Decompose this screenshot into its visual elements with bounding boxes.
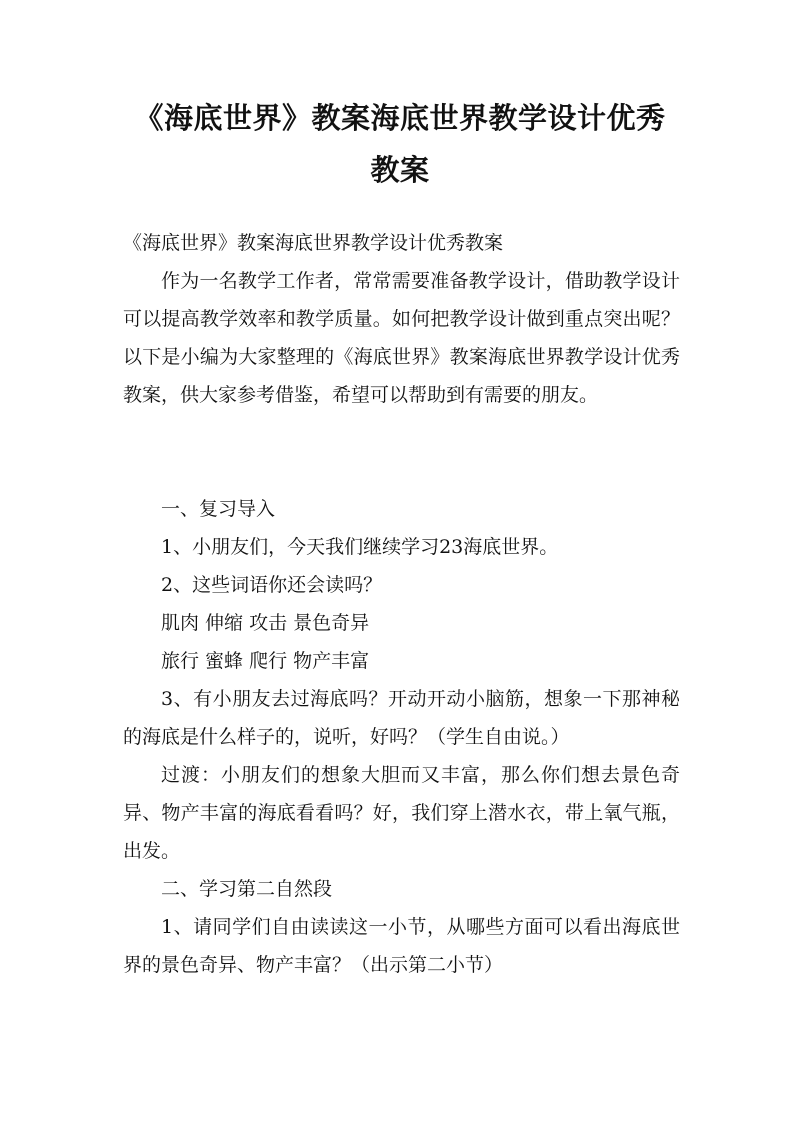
paragraph: 1、小朋友们，今天我们继续学习23海底世界。 bbox=[161, 536, 559, 558]
document-subtitle: 《海底世界》教案海底世界教学设计优秀教案 bbox=[123, 232, 504, 254]
paragraph-gap bbox=[123, 414, 680, 490]
paragraph: 3、有小朋友去过海底吗？开动开动小脑筋，想象一下那神秘的海底是什么样子的，说听，好吗？（学生自由说。） bbox=[123, 688, 680, 748]
vocabulary-line: 肌肉 伸缩 攻击 景色奇异 bbox=[161, 612, 370, 634]
intro-paragraph: 作为一名教学工作者，常常需要准备教学设计，借助教学设计可以提高教学效率和教学质量。如何把教学设计做到重点突出呢？以下是小编为大家整理的《海底世界》教案海底世界教学设计优秀教案，供大家参考借鉴，希望可以帮助到有需要的朋友。 bbox=[123, 270, 680, 406]
paragraph: 1、请同学们自由读读这一小节，从哪些方面可以看出海底世界的景色奇异、物产丰富？（出示第二小节） bbox=[123, 916, 680, 976]
document-body bbox=[123, 224, 680, 984]
document-title: 《海底世界》教案海底世界教学设计优秀教案 bbox=[134, 101, 666, 187]
vocabulary-line: 旅行 蜜蜂 爬行 物产丰富 bbox=[161, 650, 370, 672]
paragraph: 2、这些词语你还会读吗？ bbox=[161, 574, 383, 596]
section-heading-review: 一、复习导入 bbox=[161, 498, 276, 520]
section-heading-study: 二、学习第二自然段 bbox=[161, 878, 333, 900]
paragraph: 过渡：小朋友们的想象大胆而又丰富，那么你们想去景色奇异、物产丰富的海底看看吗？好，我们穿上潜水衣，带上氧气瓶，出发。 bbox=[123, 764, 680, 862]
